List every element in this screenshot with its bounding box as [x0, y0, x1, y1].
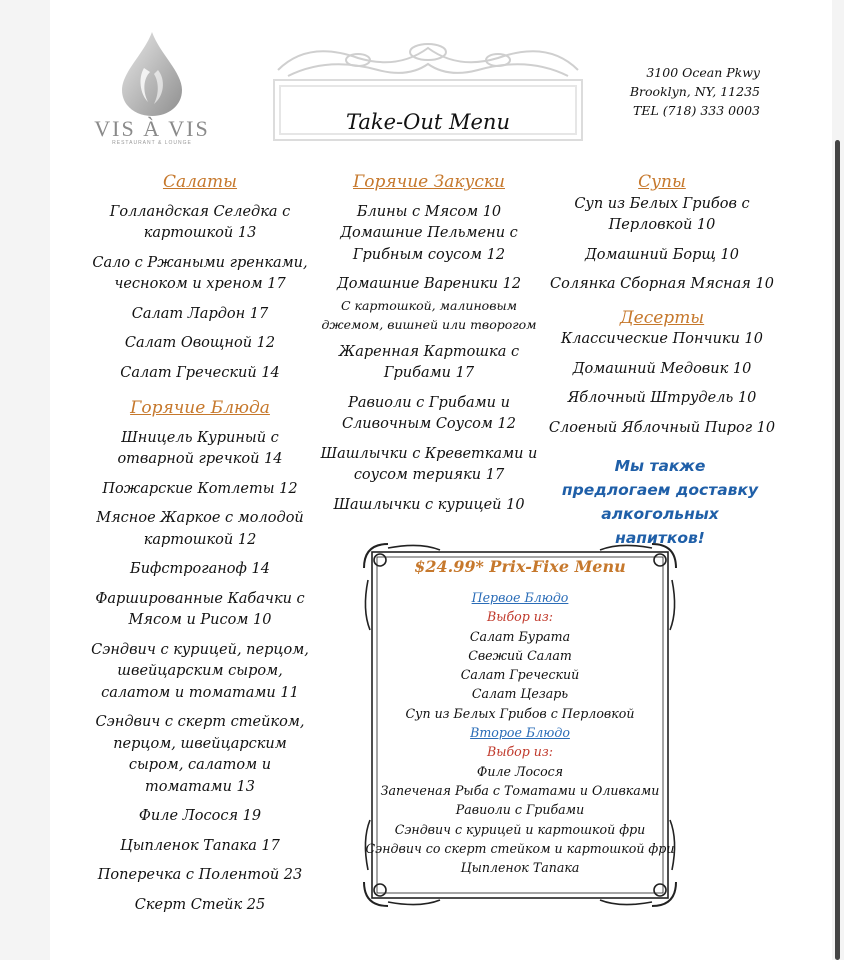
- address-city: Brooklyn, NY, 11235: [629, 84, 760, 99]
- menu-item: Цыпленок Тапака 17: [120, 837, 280, 854]
- menu-item: Сэндвич с скерт стейком, перцом, швейцарским сыром, салатом и томатами 13: [95, 714, 305, 795]
- menu-item: Солянка Сборная Мясная 10: [550, 276, 774, 292]
- prix-item: Салат Греческий: [460, 667, 580, 683]
- prix-fixe-body: [360, 588, 680, 877]
- prix-fixe-box: [360, 540, 680, 910]
- menu-item: Шницель Куриный с отварной гречкой 14: [117, 429, 283, 467]
- prix-item: Салат Цезарь: [471, 686, 569, 702]
- hot-appetizers-heading: Горячие Закуски: [353, 172, 505, 192]
- menu-item: Голландская Селедка с картошкой 13: [109, 203, 291, 241]
- prix-item: Сэндвич со скерт стейком и картошкой фри: [365, 840, 675, 856]
- water-drop-logo-icon: [92, 28, 212, 118]
- first-course-heading: Первое Блюдо: [471, 590, 569, 605]
- prix-item: Запеченая Рыба с Томатами и Оливками: [380, 782, 660, 798]
- menu-item: Домашние Вареники 12: [336, 276, 522, 292]
- menu-item: Суп из Белых Грибов с Перловкой 10: [574, 195, 750, 233]
- right-column: [546, 172, 778, 447]
- address-street: 3100 Ocean Pkwy: [646, 65, 760, 80]
- prix-item: Свежий Салат: [468, 647, 572, 663]
- menu-item: Блины с Мясом 10: [356, 203, 502, 220]
- menu-item: Салат Греческий 14: [120, 364, 280, 381]
- menu-item: Бифстроганоф 14: [130, 561, 270, 577]
- page-title: Take-Out Menu: [346, 110, 510, 134]
- menu-item: Сало с Ржаными гренками, чесноком и хреном 17: [92, 254, 308, 292]
- menu-item: Мясное Жаркое с молодой картошкой 12: [96, 510, 304, 548]
- prix-item: Салат Бурата: [469, 628, 571, 644]
- left-column: [90, 172, 310, 924]
- title-banner: [268, 30, 588, 150]
- menu-item: Классические Пончики 10: [561, 331, 763, 347]
- menu-item-note: С картошкой, малиновым джемом, вишней или творогом: [321, 297, 537, 332]
- menu-item: Домашний Борщ 10: [585, 246, 739, 263]
- prix-item: Филе Лосося: [476, 763, 564, 779]
- salads-heading: Салаты: [162, 172, 238, 192]
- prix-item: Сэндвич с курицей и картошкой фри: [394, 821, 646, 837]
- logo-subtext: RESTAURANT & LOUNGE: [112, 140, 192, 146]
- menu-item: Сэндвич с курицей, перцом, швейцарским сыром, салатом и томатами 11: [91, 641, 309, 701]
- address-phone: TEL (718) 333 0003: [633, 103, 760, 118]
- menu-item: Филе Лосося 19: [138, 808, 262, 824]
- menu-item: Пожарские Котлеты 12: [102, 480, 298, 497]
- alcohol-delivery-promo: Мы также предлогаем доставку алкогольных напитков!: [561, 457, 759, 547]
- menu-item: Равиоли с Грибами и Сливочным Соусом 12: [341, 394, 516, 432]
- prix-item: Суп из Белых Грибов с Перловкой: [405, 705, 635, 721]
- soups-heading: Супы: [638, 172, 686, 192]
- menu-item: Яблочный Штрудель 10: [567, 390, 757, 406]
- prix-fixe-title: $24.99* Prix-Fixe Menu: [414, 557, 626, 576]
- menu-item: Домашние Пельмени с Грибным соусом 12: [340, 225, 518, 263]
- second-course-heading: Второе Блюдо: [470, 725, 570, 741]
- menu-item: Салат Овощной 12: [124, 335, 276, 351]
- menu-item: Поперечка с Полентой 23: [97, 867, 303, 883]
- menu-item: Салат Лардон 17: [131, 305, 269, 322]
- logo-wordmark: VIS À VIS: [94, 116, 210, 141]
- menu-item: Домашний Медовик 10: [572, 360, 752, 377]
- first-choice-label: Выбор из:: [486, 609, 554, 625]
- menu-item: Шашлычки с курицей 10: [333, 496, 525, 513]
- menu-item: Шашлычки с Креветками и соусом терияки 17: [320, 445, 538, 483]
- address-block: [600, 63, 760, 120]
- desserts-heading: Десерты: [619, 307, 705, 328]
- menu-item: Скерт Стейк 25: [134, 896, 266, 913]
- menu-item: Жаренная Картошка с Грибами 17: [338, 343, 520, 381]
- menu-item: Слоеный Яблочный Пирог 10: [548, 419, 776, 436]
- scrollbar[interactable]: [835, 140, 840, 960]
- hot-dishes-heading: Горячие Блюда: [130, 398, 270, 418]
- middle-column: [318, 172, 540, 524]
- second-choice-label: Выбор из:: [486, 744, 554, 760]
- prix-item: Равиоли с Грибами: [455, 802, 585, 818]
- menu-item: Фаршированные Кабачки с Мясом и Рисом 10: [95, 590, 305, 628]
- restaurant-logo: [92, 28, 212, 150]
- prix-item: Цыпленок Тапака: [460, 860, 580, 876]
